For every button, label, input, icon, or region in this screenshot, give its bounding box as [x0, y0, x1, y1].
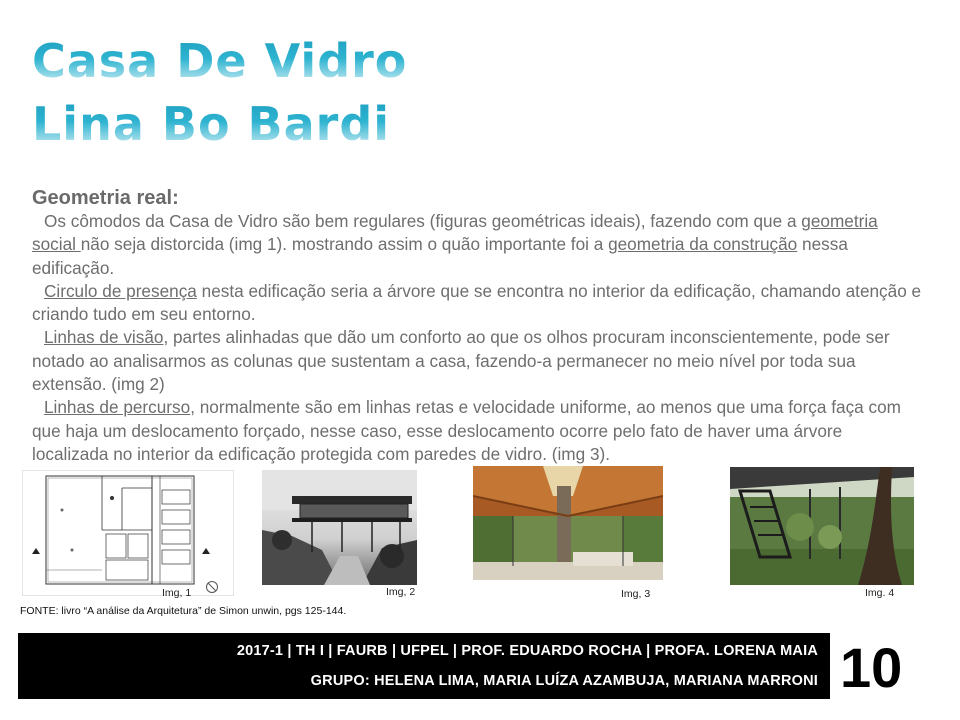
- interior-photo: [473, 466, 663, 580]
- title-line-1: Casa De Vidro: [32, 34, 408, 88]
- footer-group-line: GRUPO: HELENA LIMA, MARIA LUÍZA AZAMBUJA, MARIANA MARRONI: [310, 673, 818, 689]
- p1-text-b: não seja distorcida (img 1). mostrando assim o quão importante foi a: [80, 234, 609, 255]
- exterior-photo: [730, 467, 914, 585]
- section-heading: Geometria real:: [32, 187, 179, 209]
- house-bw-photo: [262, 470, 417, 585]
- footer-course-line: 2017-1 | TH I | FAURB | UFPEL | PROF. EDUARDO ROCHA | PROFA. LORENA MAIA: [236, 643, 818, 659]
- p1-link-geometria-social: geometria social: [32, 211, 878, 255]
- p4-text: , normalmente são em linhas retas e velocidade uniforme, ao menos que uma força faça com que haja um deslocamento forçado, nesse caso, esse deslocamento ocorre pelo fato de haver uma árvore localizada no interior da edificação protegida com paredes de vidro. (img 3).: [32, 397, 901, 464]
- caption-img-2: Img, 2: [386, 586, 416, 598]
- p1-text-a: Os cômodos da Casa de Vidro são bem regulares (figuras geométricas ideais), fazendo com que a: [44, 211, 802, 231]
- p4-link-linhas-percurso: Linhas de percurso: [44, 397, 191, 418]
- title-line-2: Lina Bo Bardi: [32, 97, 391, 151]
- p2-text: nesta edificação seria a árvore que se encontra no interior da edificação, chamando atenção e criando tudo em seu entorno.: [32, 280, 922, 325]
- footer-bar: [18, 633, 830, 699]
- paragraph-1: [32, 210, 922, 280]
- caption-img-1: Img, 1: [162, 587, 192, 599]
- compass-icon: [205, 580, 219, 594]
- p1-link-geometria-construcao: geometria da construção: [608, 234, 798, 255]
- paragraph-2: [32, 280, 922, 327]
- caption-img-4: Img. 4: [865, 587, 895, 599]
- source-citation: FONTE: livro “A análise da Arquitetura” de Simon unwin, pgs 125-144.: [20, 605, 347, 617]
- p2-link-circulo: Circulo de presença: [44, 280, 197, 301]
- p3-link-linhas-visao: Linhas de visão: [44, 327, 164, 348]
- body-text: [32, 186, 922, 466]
- paragraph-3: [32, 326, 922, 396]
- p1-text-c: nessa edificação.: [32, 234, 848, 278]
- paragraph-4: [32, 396, 922, 466]
- p3-text: , partes alinhadas que dão um conforto ao que os olhos procuram inconscientemente, pode ser notado ao analisarmos as colunas que sustentam a casa, fazendo-a permanecer no meio nível por toda sua extensão. (img 2): [32, 327, 890, 395]
- page-number: 10: [840, 636, 903, 699]
- floor-plan-image: [22, 470, 234, 596]
- caption-img-3: Img, 3: [621, 588, 651, 600]
